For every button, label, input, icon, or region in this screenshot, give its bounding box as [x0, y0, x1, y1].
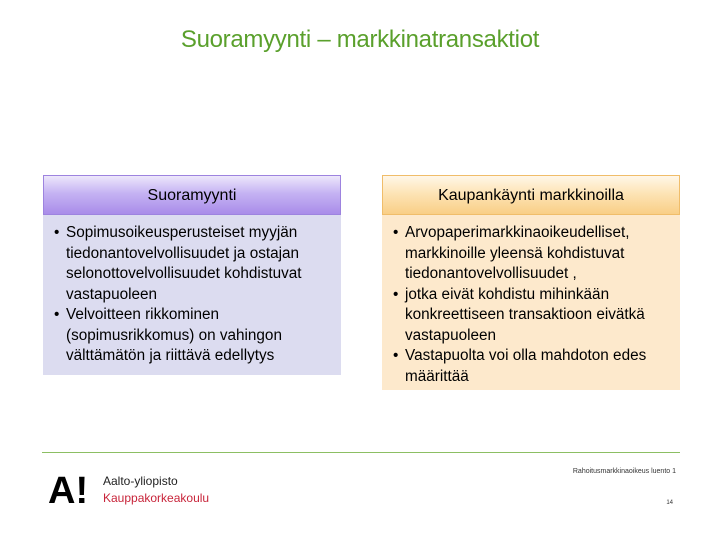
bullet-item: • jotka eivät kohdistu mihinkään konkreettiseen transaktioon eivätkä vastapuoleen	[392, 285, 672, 347]
bullet-item: • Vastapuolta voi olla mahdoton edes määrittää	[392, 346, 672, 387]
bullet-item: • Sopimusoikeusperusteiset myyjän tiedonantovelvollisuudet ja ostajan selonottovelvollisuudet kohdistuvat vastapuoleen	[53, 223, 333, 305]
page-number: 14	[666, 500, 673, 506]
market-trading-column	[382, 175, 680, 390]
direct-sales-column	[43, 175, 341, 375]
bullet-item: • Arvopaperimarkkinaoikeudelliset, markkinoille yleensä kohdistuvat tiedonantovelvollisuudet ,	[392, 223, 672, 285]
market-trading-header: Kaupankäynti markkinoilla	[382, 175, 680, 215]
direct-sales-bullet-list	[53, 223, 333, 367]
market-trading-body	[382, 215, 680, 390]
course-footer-text: Rahoitusmarkkinaoikeus luento 1	[572, 468, 676, 475]
bullet-item: • Velvoitteen rikkominen (sopimusrikkomus) on vahingon välttämätön ja riittävä edellytys	[53, 305, 333, 367]
university-name	[103, 473, 209, 507]
footer-divider	[42, 452, 680, 453]
direct-sales-body	[43, 215, 341, 375]
logo-line-1: Aalto-yliopisto	[103, 474, 178, 488]
aalto-logo-icon	[48, 470, 108, 506]
market-trading-bullet-list	[392, 223, 672, 387]
direct-sales-header: Suoramyynti	[43, 175, 341, 215]
logo-mark: A!	[48, 470, 89, 506]
slide-title: Suoramyynti – markkinatransaktiot	[180, 26, 540, 53]
logo-line-2: Kauppakorkeakoulu	[103, 491, 210, 505]
